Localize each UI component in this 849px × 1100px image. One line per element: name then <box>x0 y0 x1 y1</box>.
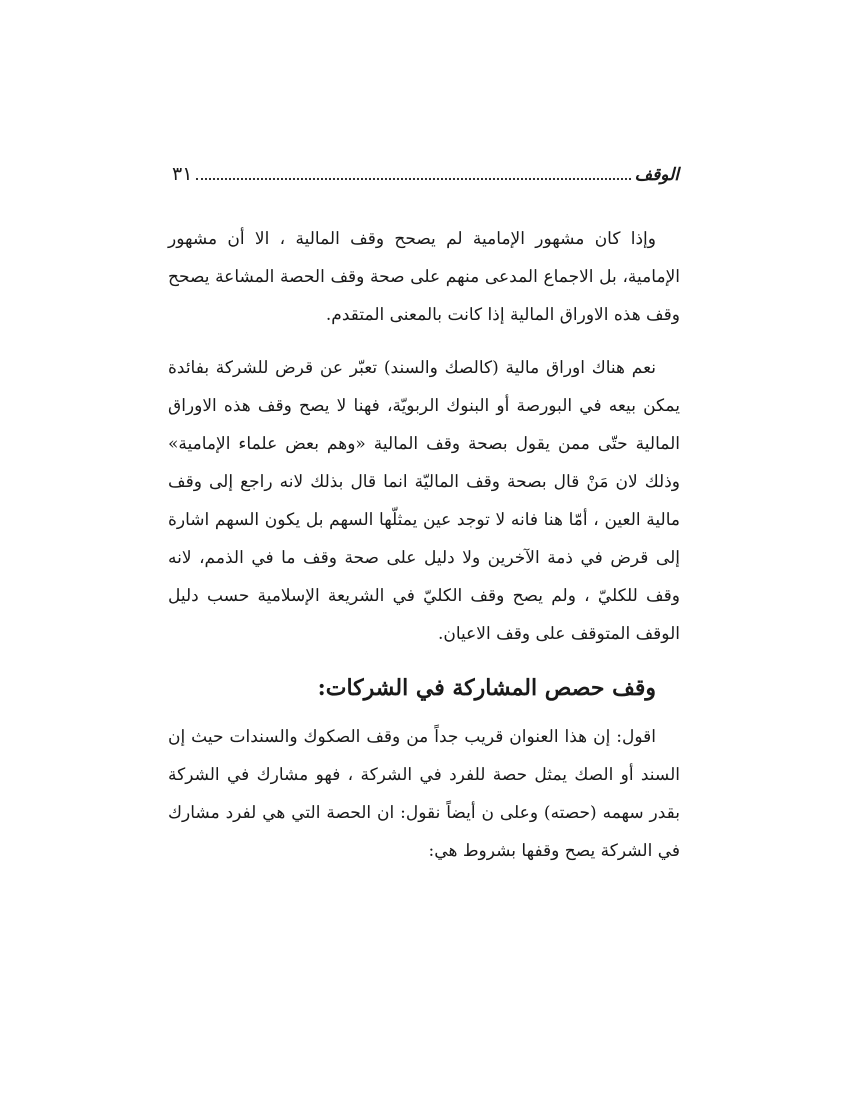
page-body <box>168 220 680 885</box>
paragraph-1: وإذا كان مشهور الإمامية لم يصحح وقف المالية ، الا أن مشهور الإمامية، بل الاجماع المدعى منهم على صحة وقف الحصة المشاعة يصحح وقف هذه الاوراق المالية إذا كانت بالمعنى المتقدم. <box>168 229 680 325</box>
header-dot-leader <box>196 178 630 180</box>
page-number: ٣١ <box>172 163 193 185</box>
running-header-title: الوقف <box>634 165 679 185</box>
running-header <box>172 158 679 184</box>
section-heading: وقف حصص المشاركة في الشركات: <box>317 675 656 701</box>
paragraph-3: اقول: إن هذا العنوان قريب جداً من وقف الصكوك والسندات حيث إن السند أو الصك يمثل حصة للفرد في الشركة ، فهو مشارك في الشركة بقدر سهمه (حصته) وعلى ن أيضاً نقول: ان الحصة التي هي لفرد مشارك في الشركة يصح وقفها بشروط هي: <box>168 727 680 861</box>
paragraph-2: نعم هناك اوراق مالية (كالصك والسند) تعبّر عن قرض للشركة بفائدة يمكن بيعه في البورصة أو البنوك الربويّة، فهنا لا يصح وقف هذه الاوراق المالية حتّى ممن يقول بصحة وقف المالية «وهم بعض علماء الإمامية» وذلك لان مَنْ قال بصحة وقف الماليّة انما قال بذلك لانه راجع إلى وقف مالية العين ، أمّا هنا فانه لا توجد عين يمثلّها السهم بل يكون السهم اشارة إلى قرض في ذمة الآخرين ولا دليل على صحة وقف ما في الذمم، لانه وقف للكليّ ، ولم يصح وقف الكليّ في الشريعة الإسلامية حسب دليل الوقف المتوقف على وقف الاعيان. <box>168 358 680 644</box>
